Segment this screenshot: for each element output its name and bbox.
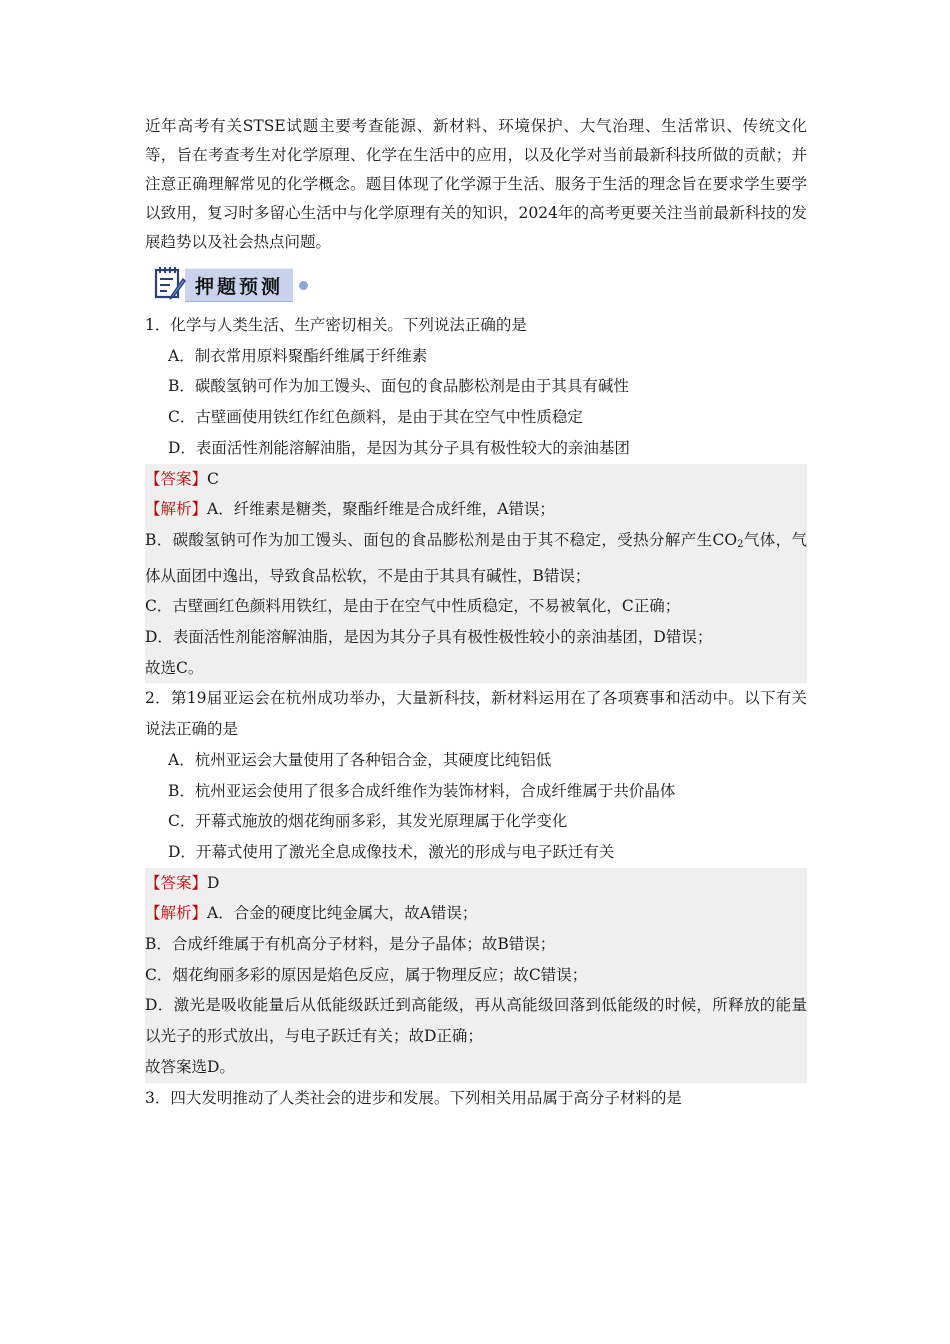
notepad-pen-icon (153, 265, 187, 305)
q2-stem: 2．第19届亚运会在杭州成功举办，大量新科技，新材料运用在了各项赛事和活动中。以下有关说法正确的是 (145, 689, 807, 739)
q2-analysis-c: C．烟花绚丽多彩的原因是焰色反应，属于物理反应；故C错误； (145, 965, 588, 984)
q2-option-d: D．开幕式使用了激光全息成像技术，激光的形成与电子跃迁有关 (168, 842, 615, 861)
q1-conclusion: 故选C。 (145, 658, 204, 677)
q2-option-c: C．开幕式施放的烟花绚丽多彩，其发光原理属于化学变化 (168, 812, 568, 831)
q1-option-d: D．表面活性剂能溶解油脂，是因为其分子具有极性较大的亲油基团 (168, 438, 630, 457)
q3-stem: 3．四大发明推动了人类社会的进步和发展。下列相关用品属于高分子材料的是 (145, 1088, 682, 1107)
banner-title: 押题预测 (185, 268, 293, 302)
q1-stem: 1．化学与人类生活、生产密切相关。下列说法正确的是 (145, 316, 527, 334)
q1-option-a: A．制衣常用原料聚酯纤维属于纤维素 (168, 346, 428, 365)
q2-option-b: B．杭州亚运会使用了很多合成纤维作为装饰材料，合成纤维属于共价晶体 (168, 781, 676, 800)
q2-analysis-a: 【解析】A．合金的硬度比纯金属大，故A错误； (145, 904, 478, 923)
q1-analysis-d: D．表面活性剂能溶解油脂，是因为其分子具有极性极性较小的亲油基团，D错误； (145, 628, 713, 647)
q1-analysis-a: 【解析】A．纤维素是糖类，聚酯纤维是合成纤维，A错误； (145, 500, 555, 519)
answer-label: 【答案】 (145, 469, 208, 488)
banner-dot (299, 281, 308, 290)
document-page (145, 112, 807, 1113)
q1-answer-block (145, 464, 807, 684)
q2-analysis-d: D．激光是吸收能量后从低能级跃迁到高能级，再从高能级回落到低能级的时候，所释放的能量以光子的形式放出，与电子跃迁有关；故D正确； (145, 996, 807, 1046)
analysis-label: 【解析】 (145, 500, 208, 519)
q1-option-b: B．碳酸氢钠可作为加工馒头、面包的食品膨松剂是由于其具有碱性 (168, 377, 629, 396)
q2-answer-line (145, 868, 807, 899)
q1-analysis-b: B．碳酸氢钠可作为加工馒头、面包的食品膨松剂是由于其不稳定，受热分解产生$CO_2$气体，气体从面团中逸出，导致食品松软，不是由于其具有碱性，B错误； (145, 530, 807, 585)
answer-label: 【答案】 (145, 873, 208, 892)
q2-analysis-b: B．合成纤维属于有机高分子材料，是分子晶体；故B错误； (145, 935, 556, 954)
analysis-label: 【解析】 (145, 904, 208, 923)
q2-answer-block (145, 868, 807, 1083)
intro-paragraph: 近年高考有关STSE试题主要考查能源、新材料、环境保护、大气治理、生活常识、传统文化等，旨在考查考生对化学原理、化学在生活中的应用，以及化学对当前最新科技所做的贡献；并注意正确理解常见的化学概念。题目体现了化学源于生活、服务于生活的理念旨在要求学生要学以致用，复习时多留心生活中与化学原理有关的知识，2024年的高考更要关注当前最新科技的发展趋势以及社会热点问题。 (145, 117, 807, 251)
q2-option-a: A．杭州亚运会大量使用了各种铝合金，其硬度比纯铝低 (168, 750, 552, 769)
q1-analysis-c: C．古壁画红色颜料用铁红，是由于在空气中性质稳定，不易被氧化，C正确； (145, 597, 681, 616)
section-banner (145, 262, 807, 308)
q1-answer-line (145, 464, 807, 495)
q2-conclusion: 故答案选D。 (145, 1057, 235, 1076)
q2-answer: D (207, 873, 220, 892)
q1-answer: C (207, 469, 219, 488)
q1-option-c: C．古壁画使用铁红作红色颜料，是由于其在空气中性质稳定 (168, 408, 583, 427)
